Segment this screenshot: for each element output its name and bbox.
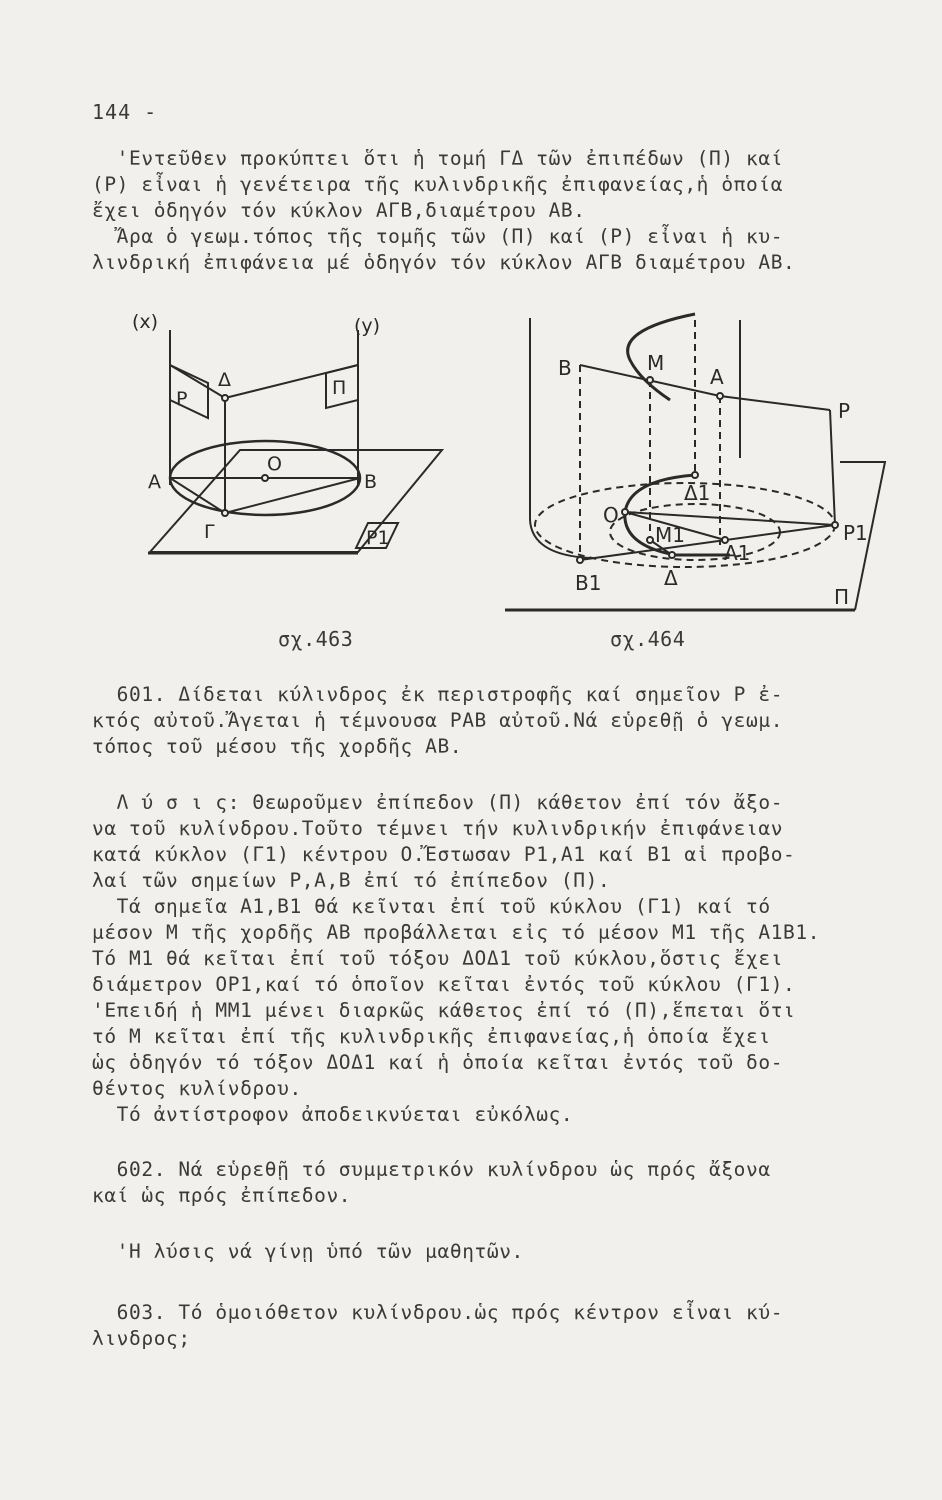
text-line: Ἄρα ὁ γεωμ.τόπος τῆς τομῆς τῶν (Π) καί (Ρ) εἶναι ἡ κυ- <box>92 225 784 248</box>
point-delta1 <box>692 472 698 478</box>
point-p1 <box>832 522 838 528</box>
line-gamma-b <box>225 478 360 513</box>
text-line: 'Εντεῦθεν προκύπτει ὅτι ἡ τομή ΓΔ τῶν ἐπιπέδων (Π) καί <box>92 147 784 170</box>
label-b1: Β1 <box>575 571 602 595</box>
caption-464: σχ.464 <box>610 627 686 651</box>
label-m1: Μ1 <box>655 523 685 547</box>
point-delta <box>669 552 675 558</box>
text-line: διάμετρον ΟΡ1,καί τό ὁποῖον κεῖται ἐντός τοῦ κύκλου (Γ1). <box>92 973 796 996</box>
label-gamma: Γ <box>204 521 215 543</box>
label-delta1: Δ1 <box>684 481 711 505</box>
text-line: λινδρος; <box>92 1327 191 1350</box>
point-gamma <box>222 510 228 516</box>
label-b: Β <box>364 471 378 493</box>
line-a-p <box>720 396 830 410</box>
text-line: θέντος κυλίνδρου. <box>92 1077 302 1100</box>
text-line: μέσον Μ τῆς χορδῆς ΑΒ προβάλλεται εἰς τό μέσον Μ1 τῆς Α1Β1. <box>92 921 821 944</box>
figure-464 <box>500 300 895 620</box>
solution-601 <box>92 790 902 1128</box>
label-o: Ο <box>267 453 282 475</box>
text-line: καί ὡς πρός ἐπίπεδον. <box>92 1184 352 1207</box>
point-m1 <box>647 537 653 543</box>
label-y: (y) <box>354 315 381 337</box>
text-line: τόπος τοῦ μέσου τῆς χορδῆς ΑΒ. <box>92 735 463 758</box>
text-line: (Ρ) εἶναι ἡ γενέτειρα τῆς κυλινδρικῆς ἐπιφανείας,ἡ ὁποία <box>92 173 784 196</box>
label-p: Ρ <box>838 399 851 423</box>
text-line: λινδρική ἐπιφάνεια μέ ὁδηγόν τόν κύκλον ΑΓΒ διαμέτρου ΑΒ. <box>92 251 796 274</box>
text-line: ὡς ὁδηγόν τό τόξον ΔΟΔ1 καί ἡ ὁποία κεῖται ἐντός τοῦ δο- <box>92 1051 784 1074</box>
problem-602 <box>92 1157 902 1209</box>
line-p-p1 <box>830 410 835 525</box>
text-line: Τά σημεῖα Α1,Β1 θά κεῖνται ἐπί τοῦ κύκλου (Γ1) καί τό <box>92 895 771 918</box>
label-b: Β <box>558 356 572 380</box>
label-x: (x) <box>132 311 159 333</box>
caption-463: σχ.463 <box>278 627 354 651</box>
label-delta: Δ <box>218 369 231 391</box>
label-p1: Ρ1 <box>366 527 390 549</box>
label-p1: Ρ1 <box>843 521 868 545</box>
text-line: Τό ἀντίστροφον ἀποδεικνύεται εὐκόλως. <box>92 1103 574 1126</box>
point-m <box>647 377 653 383</box>
label-a: Α <box>148 471 161 493</box>
text-line: τό Μ κεῖται ἐπί τῆς κυλινδρικῆς ἐπιφανείας,ἡ ὁποία ἔχει <box>92 1025 771 1048</box>
page-number: 144 - <box>92 100 158 124</box>
figure-463 <box>130 310 460 570</box>
text-line: 601. Δίδεται κύλινδρος ἐκ περιστροφῆς καί σημεῖον Ρ ἐ- <box>92 683 784 706</box>
label-plane-p: Ρ <box>176 388 188 410</box>
text-line: να τοῦ κυλίνδρου.Τοῦτο τέμνει τήν κυλινδρικήν ἐπιφάνειαν <box>92 817 784 840</box>
point-delta <box>222 395 228 401</box>
point-a <box>717 393 723 399</box>
point-o <box>622 509 628 515</box>
text-line: Λ ύ σ ι ς: Θεωροῦμεν ἐπίπεδον (Π) κάθετον ἐπί τόν ἄξο- <box>92 791 784 814</box>
problem-601 <box>92 682 902 760</box>
label-a1: Α1 <box>724 541 751 565</box>
problem-603 <box>92 1300 902 1352</box>
text-line: 602. Νά εὑρεθῇ τό συμμετρικόν κυλίνδρου ὡς πρός ἄξονα <box>92 1158 771 1181</box>
text-line: ἔχει ὁδηγόν τόν κύκλον ΑΓΒ,διαμέτρου ΑΒ. <box>92 199 586 222</box>
text-line: 'Η λύσις νά γίνῃ ὑπό τῶν μαθητῶν. <box>92 1240 524 1263</box>
label-pi: Π <box>834 585 850 609</box>
plane-p1 <box>150 450 442 552</box>
label-plane-pi: Π <box>332 377 347 399</box>
point-b1 <box>577 557 583 563</box>
text-line: κτός αὐτοῦ.Ἄγεται ἡ τέμνουσα ΡΑΒ αὐτοῦ.Νά εὑρεθῇ ὁ γεωμ. <box>92 709 784 732</box>
text-line: κατά κύκλον (Γ1) κέντρου Ο.Ἔστωσαν Ρ1,Α1 καί Β1 αἱ προβο- <box>92 843 796 866</box>
label-a: Α <box>710 365 724 389</box>
line-a-gamma <box>170 478 225 513</box>
intro-paragraph <box>92 146 902 276</box>
label-delta: Δ <box>664 566 678 590</box>
text-line: Τό Μ1 θά κεῖται ἐπί τοῦ τόξου ΔΟΔ1 τοῦ κύκλου,ὅστις ἔχει <box>92 947 784 970</box>
solution-602 <box>92 1239 902 1265</box>
point-o <box>262 475 268 481</box>
text-line: 603. Τό ὁμοιόθετον κυλίνδρου.ὡς πρός κέντρον εἶναι κύ- <box>92 1301 784 1324</box>
label-m: Μ <box>647 351 665 375</box>
text-line: 'Επειδή ἡ ΜΜ1 μένει διαρκῶς κάθετος ἐπί τό (Π),ἕπεται ὅτι <box>92 999 796 1022</box>
label-o: Ο <box>603 503 619 527</box>
text-line: λαί τῶν σημείων Ρ,Α,Β ἐπί τό ἐπίπεδον (Π). <box>92 869 611 892</box>
